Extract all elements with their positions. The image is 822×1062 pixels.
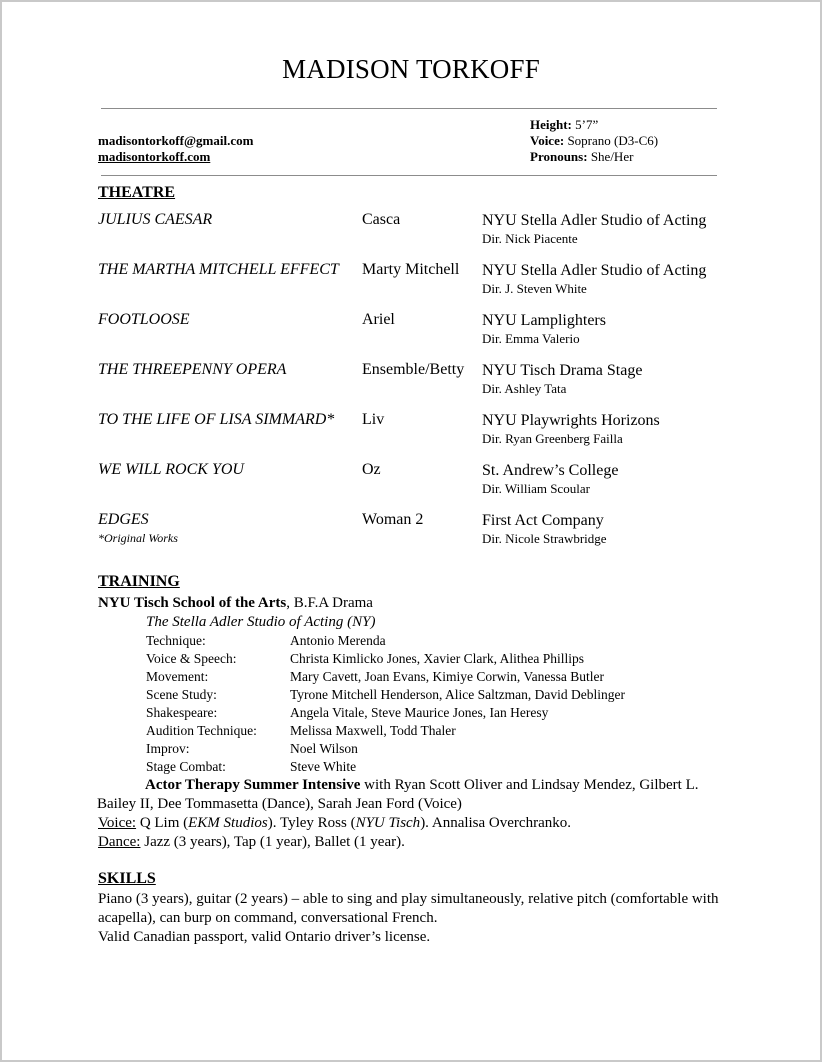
- credit-row: [98, 261, 738, 307]
- teacher-subject: Scene Study:: [146, 687, 217, 702]
- header-divider-top: [101, 108, 717, 109]
- credit-director: Dir. William Scoular: [482, 481, 590, 496]
- contact-info: [98, 133, 253, 165]
- stat-height: [530, 117, 658, 133]
- teacher-row: [98, 632, 728, 650]
- intensive-name: Actor Therapy Summer Intensive: [145, 777, 361, 793]
- school-name: NYU Tisch School of the Arts: [98, 595, 287, 611]
- teacher-subject: Voice & Speech:: [146, 651, 237, 666]
- teacher-row: [98, 668, 728, 686]
- credit-role: Liv: [362, 411, 385, 428]
- voice-text: ). Annalisa Overchranko.: [420, 815, 571, 831]
- credit-role: Oz: [362, 461, 381, 478]
- voice-text: ). Tyley Ross (: [267, 815, 356, 831]
- dance-text: Jazz (3 years), Tap (1 year), Ballet (1 year).: [140, 834, 405, 850]
- skills-line: Piano (3 years), guitar (2 years) – able to sing and play simultaneously, relative pitch (comfortable with acapella), can burp on command, conversational French.: [98, 891, 719, 926]
- teacher-row: [98, 758, 728, 776]
- theatre-heading: THEATRE: [98, 184, 176, 201]
- resume-name: MADISON TORKOFF: [282, 54, 540, 84]
- voice-school: NYU Tisch: [355, 815, 421, 831]
- credit-director: Dir. Nick Piacente: [482, 231, 578, 246]
- teacher-subject: Technique:: [146, 633, 206, 648]
- credit-row: [98, 311, 738, 357]
- stat-voice: [530, 133, 658, 149]
- stat-value: 5’7”: [571, 117, 599, 132]
- teacher-subject: Improv:: [146, 741, 190, 756]
- teacher-row: [98, 686, 728, 704]
- voice-studio: EKM Studios: [188, 815, 268, 831]
- skills-heading: SKILLS: [98, 870, 156, 887]
- credit-company: NYU Playwrights Horizons: [482, 412, 660, 429]
- dance-training: [98, 833, 728, 852]
- voice-training: [98, 814, 728, 833]
- credit-note: *Original Works: [98, 531, 178, 545]
- teacher-names: Mary Cavett, Joan Evans, Kimiye Corwin, Vanessa Butler: [290, 669, 604, 684]
- dance-label: Dance:: [98, 834, 141, 850]
- voice-text: Q Lim (: [136, 815, 189, 831]
- intensive-paragraph: [97, 776, 728, 814]
- stat-label: Voice:: [530, 133, 565, 148]
- teacher-names: Angela Vitale, Steve Maurice Jones, Ian Heresy: [290, 705, 549, 720]
- website-link[interactable]: madisontorkoff.com: [98, 149, 211, 164]
- teacher-names: Noel Wilson: [290, 741, 358, 756]
- credit-row: [98, 511, 738, 557]
- degree: , B.F.A Drama: [286, 595, 373, 611]
- teacher-row: [98, 650, 728, 668]
- teacher-names: Melissa Maxwell, Todd Thaler: [290, 723, 456, 738]
- credit-company: First Act Company: [482, 512, 604, 529]
- skills-line: Valid Canadian passport, valid Ontario driver’s license.: [98, 929, 431, 945]
- teacher-names: Christa Kimlicko Jones, Xavier Clark, Alithea Phillips: [290, 651, 584, 666]
- credit-company: NYU Stella Adler Studio of Acting: [482, 212, 707, 229]
- credit-title: EDGES: [98, 511, 149, 528]
- teacher-row: [98, 704, 728, 722]
- credit-title: JULIUS CAESAR: [98, 211, 213, 228]
- training-school: [98, 594, 728, 613]
- credit-company: St. Andrew’s College: [482, 462, 619, 479]
- credit-role: Casca: [362, 211, 401, 228]
- credit-row: [98, 211, 738, 257]
- credit-title: WE WILL ROCK YOU: [98, 461, 244, 478]
- intensive-details: with Ryan Scott Oliver and Lindsay Mendez, Gilbert L. Bailey II, Dee Tommasetta (Dance), Sarah Jean Ford (Voice): [97, 777, 699, 812]
- credit-row: [98, 461, 738, 507]
- credit-company: NYU Stella Adler Studio of Acting: [482, 262, 707, 279]
- credit-title: THE THREEPENNY OPERA: [98, 361, 287, 378]
- voice-label: Voice:: [98, 815, 137, 831]
- credit-director: Dir. Ryan Greenberg Failla: [482, 431, 623, 446]
- teacher-subject: Shakespeare:: [146, 705, 218, 720]
- credit-title: TO THE LIFE OF LISA SIMMARD*: [98, 411, 335, 428]
- credit-company: NYU Lamplighters: [482, 312, 606, 329]
- stat-value: Soprano (D3-C6): [564, 133, 659, 148]
- credit-row: [98, 411, 738, 457]
- teacher-subject: Movement:: [146, 669, 209, 684]
- teacher-subject: Stage Combat:: [146, 759, 226, 774]
- credit-role: Ensemble/Betty: [362, 361, 465, 378]
- teacher-row: [98, 740, 728, 758]
- teacher-names: Tyrone Mitchell Henderson, Alice Saltzman, David Deblinger: [290, 687, 625, 702]
- skills-section: [98, 890, 728, 947]
- credit-director: Dir. Ashley Tata: [482, 381, 567, 396]
- credit-title: THE MARTHA MITCHELL EFFECT: [98, 261, 339, 278]
- teacher-names: Antonio Merenda: [290, 633, 386, 648]
- teacher-row: [98, 722, 728, 740]
- stat-label: Pronouns:: [530, 149, 588, 164]
- training-studio: The Stella Adler Studio of Acting (NY): [146, 614, 376, 630]
- credit-role: Ariel: [362, 311, 395, 328]
- training-section: [98, 594, 728, 852]
- stat-value: She/Her: [587, 149, 634, 164]
- teacher-names: Steve White: [290, 759, 357, 774]
- teacher-subject: Audition Technique:: [146, 723, 257, 738]
- credit-title: FOOTLOOSE: [98, 311, 190, 328]
- email-text[interactable]: madisontorkoff@gmail.com: [98, 133, 254, 148]
- credit-row: [98, 361, 738, 407]
- credit-role: Marty Mitchell: [362, 261, 460, 278]
- stat-pronouns: [530, 149, 658, 165]
- credit-director: Dir. J. Steven White: [482, 281, 587, 296]
- credit-director: Dir. Nicole Strawbridge: [482, 531, 607, 546]
- credit-director: Dir. Emma Valerio: [482, 331, 580, 346]
- stat-label: Height:: [530, 117, 572, 132]
- stats-block: [530, 117, 658, 165]
- header-divider-bottom: [101, 175, 717, 176]
- credit-role: Woman 2: [362, 511, 424, 528]
- training-heading: TRAINING: [98, 573, 180, 590]
- credit-company: NYU Tisch Drama Stage: [482, 362, 643, 379]
